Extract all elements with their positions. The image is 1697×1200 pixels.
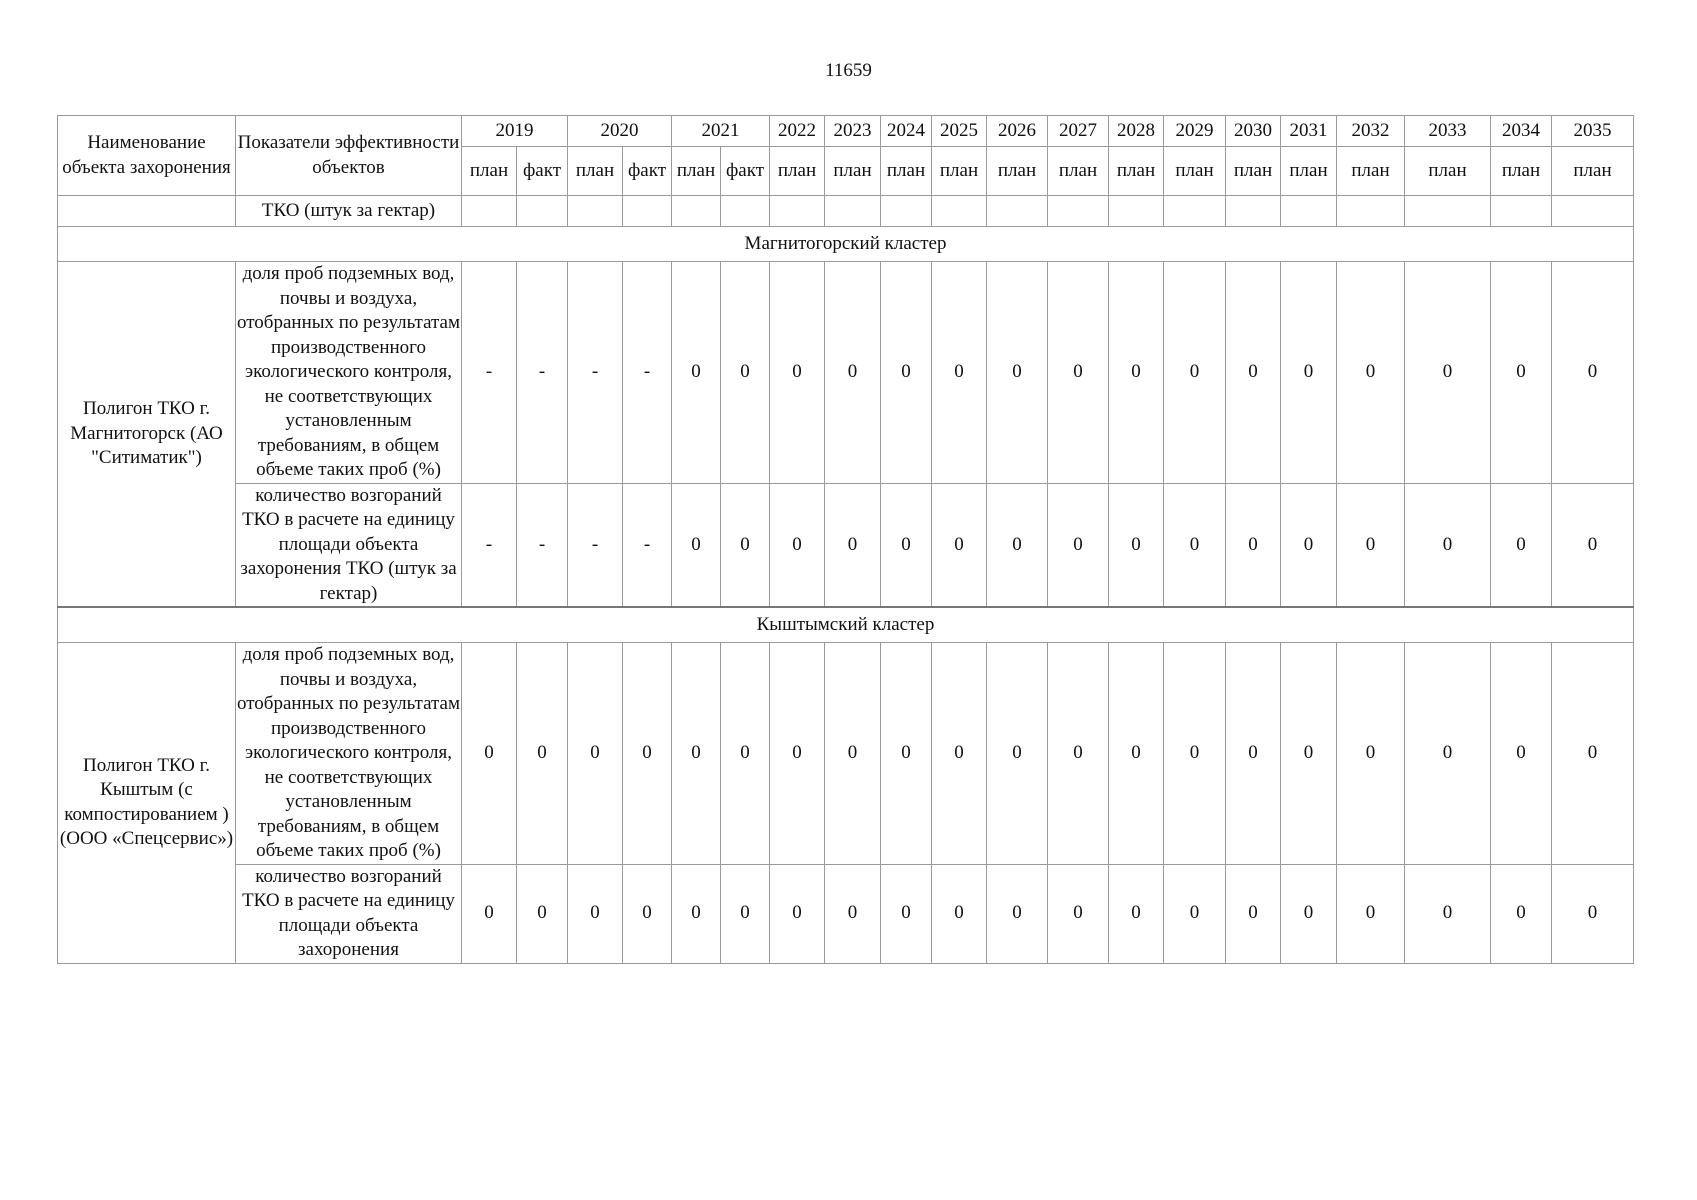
object-name: Полигон ТКО г. Кыштым (с компостированием ) (ООО «Спецсервис») <box>58 643 236 964</box>
empty-cell <box>721 196 770 227</box>
value-cell: - <box>517 262 568 484</box>
header-year: 2023 <box>825 116 881 147</box>
value-cell: 0 <box>1164 483 1226 607</box>
indicator-name: доля проб подземных вод, почвы и воздуха, отобранных по результатам производственного экологического контроля, не соответствующих установленным требованиям, в общем объеме таких проб (%) <box>236 643 462 865</box>
value-cell: 0 <box>1405 864 1491 963</box>
empty-cell <box>1281 196 1337 227</box>
header-plan: план <box>1552 147 1634 196</box>
value-cell: 0 <box>1281 864 1337 963</box>
value-cell: 0 <box>721 262 770 484</box>
header-plan: план <box>1048 147 1109 196</box>
empty-cell <box>881 196 932 227</box>
header-year: 2032 <box>1337 116 1405 147</box>
empty-cell <box>1405 196 1491 227</box>
value-cell: 0 <box>1552 864 1634 963</box>
value-cell: 0 <box>932 483 987 607</box>
empty-cell <box>825 196 881 227</box>
value-cell: 0 <box>1164 262 1226 484</box>
header-plan: план <box>1109 147 1164 196</box>
value-cell: 0 <box>1281 643 1337 865</box>
value-cell: 0 <box>1405 483 1491 607</box>
header-row-years <box>58 116 1634 147</box>
header-fact: факт <box>721 147 770 196</box>
empty-cell <box>1226 196 1281 227</box>
cluster-title: Кыштымский кластер <box>58 607 1634 643</box>
header-year: 2022 <box>770 116 825 147</box>
header-plan: план <box>1405 147 1491 196</box>
value-cell: 0 <box>1048 864 1109 963</box>
header-year: 2027 <box>1048 116 1109 147</box>
value-cell: 0 <box>1048 483 1109 607</box>
value-cell: 0 <box>1109 483 1164 607</box>
value-cell: 0 <box>623 643 672 865</box>
value-cell: 0 <box>462 864 517 963</box>
value-cell: 0 <box>932 262 987 484</box>
table-row <box>58 864 1634 963</box>
value-cell: 0 <box>1226 864 1281 963</box>
value-cell: 0 <box>825 643 881 865</box>
value-cell: 0 <box>881 483 932 607</box>
empty-cell <box>1048 196 1109 227</box>
value-cell: 0 <box>1405 643 1491 865</box>
cluster-title: Магнитогорский кластер <box>58 227 1634 262</box>
header-plan: план <box>987 147 1048 196</box>
value-cell: 0 <box>1552 643 1634 865</box>
header-plan: план <box>1164 147 1226 196</box>
value-cell: 0 <box>1337 864 1405 963</box>
value-cell: 0 <box>721 643 770 865</box>
header-plan: план <box>825 147 881 196</box>
value-cell: 0 <box>462 643 517 865</box>
value-cell: 0 <box>881 864 932 963</box>
table-row <box>58 262 1634 484</box>
value-cell: 0 <box>1226 262 1281 484</box>
value-cell: 0 <box>1491 483 1552 607</box>
value-cell: 0 <box>1281 262 1337 484</box>
empty-cell <box>568 196 623 227</box>
value-cell: 0 <box>1491 262 1552 484</box>
value-cell: - <box>568 483 623 607</box>
header-object: Наименование объекта захоронения <box>58 116 236 196</box>
empty-cell <box>462 196 517 227</box>
continuation-row <box>58 196 1634 227</box>
header-plan: план <box>1226 147 1281 196</box>
object-name: Полигон ТКО г. Магнитогорск (АО "Ситиматик") <box>58 262 236 608</box>
value-cell: 0 <box>1337 643 1405 865</box>
value-cell: 0 <box>1405 262 1491 484</box>
value-cell: 0 <box>987 643 1048 865</box>
header-year: 2025 <box>932 116 987 147</box>
header-plan: план <box>672 147 721 196</box>
cluster-title-row <box>58 607 1634 643</box>
value-cell: 0 <box>770 262 825 484</box>
value-cell: 0 <box>1048 643 1109 865</box>
value-cell: - <box>462 483 517 607</box>
value-cell: 0 <box>1109 262 1164 484</box>
value-cell: 0 <box>672 864 721 963</box>
cluster-title-row <box>58 227 1634 262</box>
header-plan: план <box>881 147 932 196</box>
header-plan: план <box>1337 147 1405 196</box>
header-year: 2033 <box>1405 116 1491 147</box>
value-cell: 0 <box>1109 643 1164 865</box>
empty-cell <box>1109 196 1164 227</box>
empty-cell <box>1164 196 1226 227</box>
value-cell: - <box>462 262 517 484</box>
value-cell: 0 <box>987 483 1048 607</box>
value-cell: 0 <box>672 483 721 607</box>
value-cell: 0 <box>881 262 932 484</box>
value-cell: 0 <box>1109 864 1164 963</box>
empty-cell <box>1337 196 1405 227</box>
value-cell: 0 <box>881 643 932 865</box>
value-cell: 0 <box>770 864 825 963</box>
page-number: 11659 <box>825 60 872 81</box>
empty-cell <box>1491 196 1552 227</box>
value-cell: 0 <box>672 262 721 484</box>
value-cell: 0 <box>1164 643 1226 865</box>
value-cell: 0 <box>1281 483 1337 607</box>
value-cell: 0 <box>1226 483 1281 607</box>
value-cell: - <box>623 483 672 607</box>
header-plan: план <box>568 147 623 196</box>
header-year: 2035 <box>1552 116 1634 147</box>
header-fact: факт <box>623 147 672 196</box>
value-cell: 0 <box>932 864 987 963</box>
value-cell: - <box>568 262 623 484</box>
continuation-indicator: ТКО (штук за гектар) <box>236 196 462 227</box>
continuation-object <box>58 196 236 227</box>
value-cell: 0 <box>825 483 881 607</box>
header-plan: план <box>932 147 987 196</box>
value-cell: 0 <box>721 864 770 963</box>
empty-cell <box>932 196 987 227</box>
value-cell: 0 <box>1337 262 1405 484</box>
value-cell: 0 <box>672 643 721 865</box>
header-year: 2028 <box>1109 116 1164 147</box>
header-year: 2034 <box>1491 116 1552 147</box>
value-cell: 0 <box>987 864 1048 963</box>
header-year: 2024 <box>881 116 932 147</box>
value-cell: 0 <box>770 643 825 865</box>
value-cell: 0 <box>517 643 568 865</box>
table-row <box>58 483 1634 607</box>
value-cell: 0 <box>1048 262 1109 484</box>
value-cell: 0 <box>932 643 987 865</box>
header-plan: план <box>770 147 825 196</box>
indicator-name: количество возгораний ТКО в расчете на единицу площади объекта захоронения ТКО (штук за гектар) <box>236 483 462 607</box>
empty-cell <box>1552 196 1634 227</box>
header-year: 2021 <box>672 116 770 147</box>
header-fact: факт <box>517 147 568 196</box>
value-cell: 0 <box>1491 864 1552 963</box>
value-cell: 0 <box>568 864 623 963</box>
header-plan: план <box>462 147 517 196</box>
value-cell: 0 <box>1552 483 1634 607</box>
value-cell: 0 <box>1552 262 1634 484</box>
header-plan: план <box>1281 147 1337 196</box>
value-cell: 0 <box>1337 483 1405 607</box>
value-cell: 0 <box>517 864 568 963</box>
value-cell: 0 <box>1491 643 1552 865</box>
value-cell: 0 <box>623 864 672 963</box>
empty-cell <box>517 196 568 227</box>
header-year: 2029 <box>1164 116 1226 147</box>
value-cell: 0 <box>568 643 623 865</box>
header-plan: план <box>1491 147 1552 196</box>
header-year: 2026 <box>987 116 1048 147</box>
value-cell: 0 <box>1226 643 1281 865</box>
value-cell: 0 <box>770 483 825 607</box>
indicator-name: доля проб подземных вод, почвы и воздуха, отобранных по результатам производственного экологического контроля, не соответствующих установленным требованиям, в общем объеме таких проб (%) <box>236 262 462 484</box>
header-year: 2020 <box>568 116 672 147</box>
value-cell: 0 <box>987 262 1048 484</box>
header-indicator: Показатели эффективности объектов <box>236 116 462 196</box>
value-cell: 0 <box>825 262 881 484</box>
table-row <box>58 643 1634 865</box>
value-cell: 0 <box>825 864 881 963</box>
header-year: 2030 <box>1226 116 1281 147</box>
empty-cell <box>672 196 721 227</box>
empty-cell <box>623 196 672 227</box>
efficiency-table <box>57 115 1634 964</box>
empty-cell <box>770 196 825 227</box>
value-cell: 0 <box>721 483 770 607</box>
header-year: 2019 <box>462 116 568 147</box>
indicator-name: количество возгораний ТКО в расчете на единицу площади объекта захоронения <box>236 864 462 963</box>
value-cell: - <box>623 262 672 484</box>
value-cell: 0 <box>1164 864 1226 963</box>
empty-cell <box>987 196 1048 227</box>
header-year: 2031 <box>1281 116 1337 147</box>
value-cell: - <box>517 483 568 607</box>
